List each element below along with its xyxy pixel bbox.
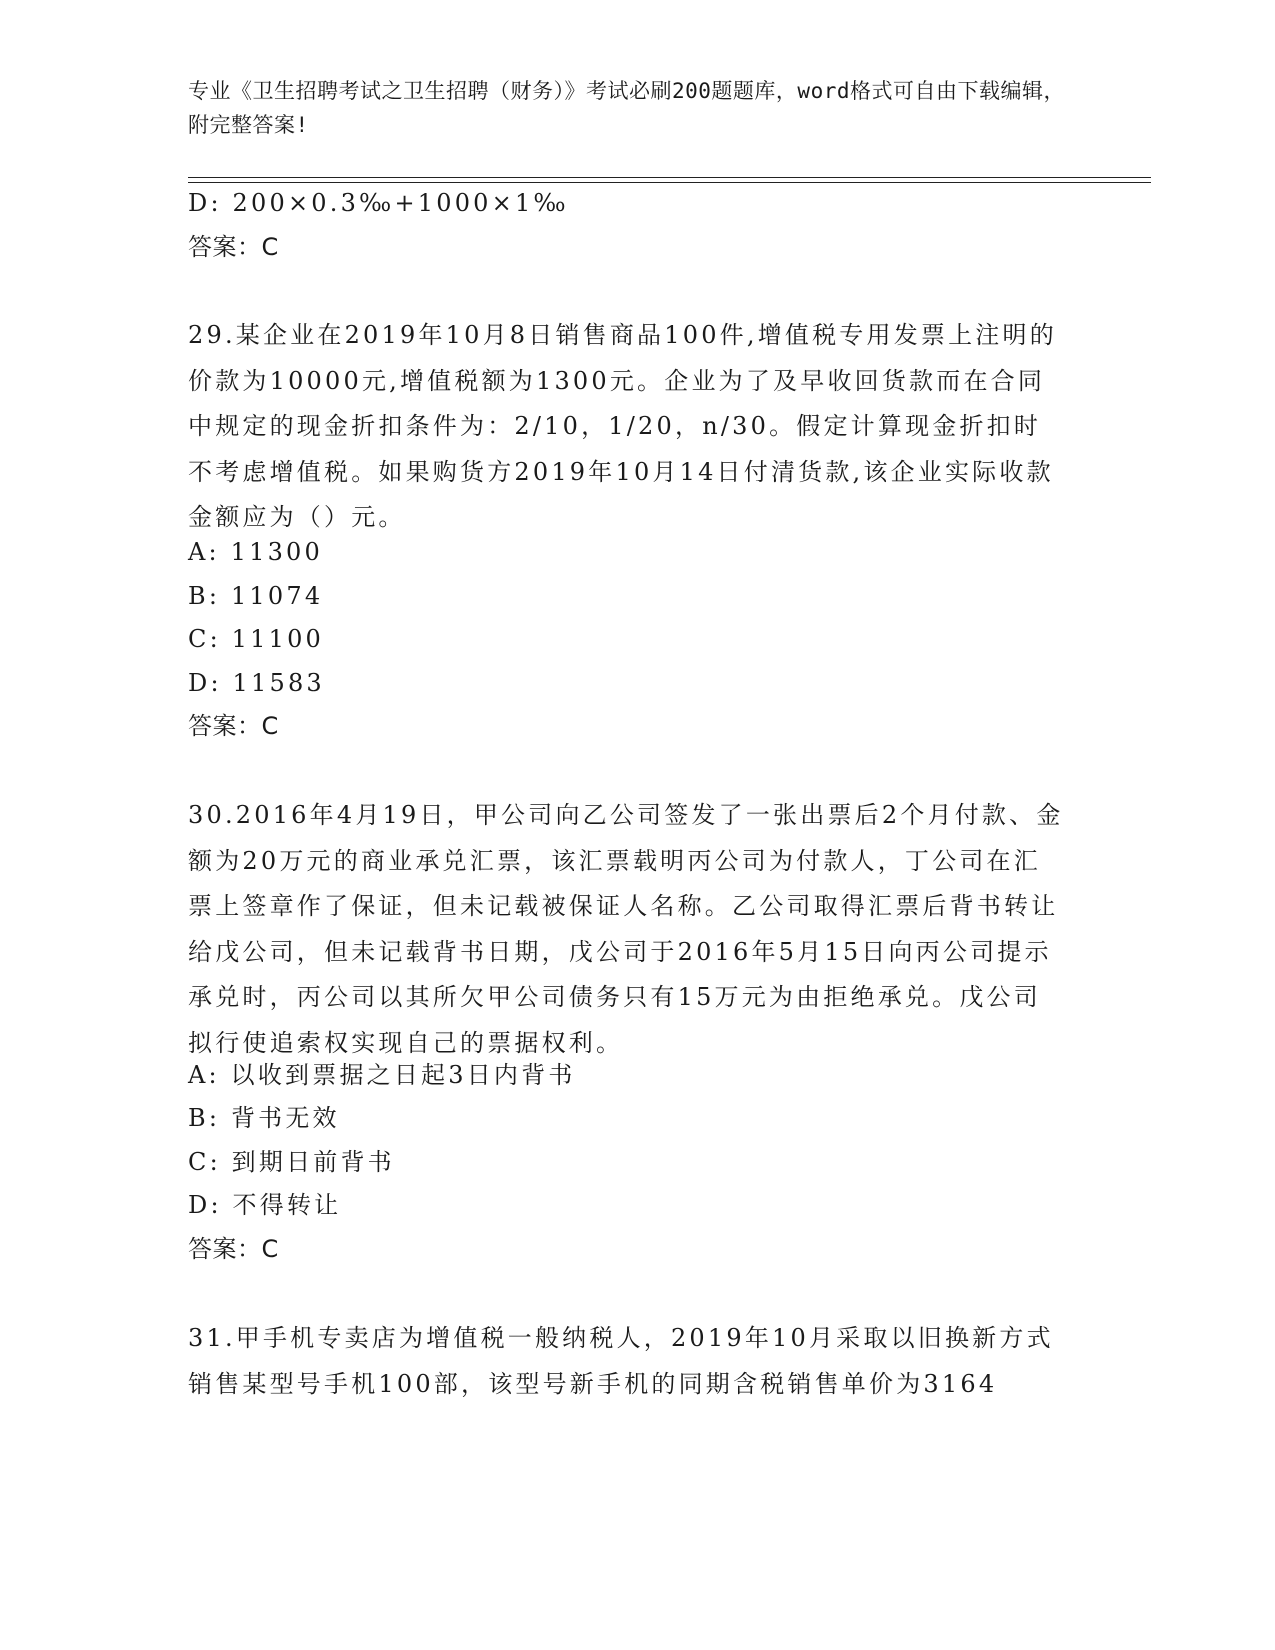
q29-option-b: B: 11074 xyxy=(188,582,324,610)
q29-option-d: D: 11583 xyxy=(188,669,325,697)
q30-option-c: C: 到期日前背书 xyxy=(188,1148,395,1176)
q30-option-d: D: 不得转让 xyxy=(188,1191,342,1219)
header-rule-top xyxy=(188,177,1151,178)
prev-answer: 答案：C xyxy=(188,233,279,261)
q30-option-b: B: 背书无效 xyxy=(188,1104,340,1132)
q29-answer: 答案：C xyxy=(188,712,279,740)
q30-option-a: A: 以收到票据之日起3日内背书 xyxy=(188,1061,576,1089)
q29-option-c: C: 11100 xyxy=(188,625,325,653)
prev-option-d: D: 200×0.3‰+1000×1‰ xyxy=(188,189,569,217)
q31-stem: 31.甲手机专卖店为增值税一般纳税人，2019年10月采取以旧换新方式销售某型号手机100部，该型号新手机的同期含税销售单价为3164 xyxy=(188,1324,1054,1398)
q30-stem: 30.2016年4月19日，甲公司向乙公司签发了一张出票后2个月付款、金额为20万元的商业承兑汇票，该汇票载明丙公司为付款人，丁公司在汇票上签章作了保证，但未记载被保证人名称。乙公司取得汇票后背书转让给戊公司，但未记载背书日期，戊公司于2016年5月15日向丙公司提示承兑时，丙公司以其所欠甲公司债务只有15万元为由拒绝承兑。戊公司拟行使追索权实现自己的票据权利。 xyxy=(188,801,1064,1057)
q30-answer: 答案：C xyxy=(188,1235,279,1263)
page-header-title: 专业《卫生招聘考试之卫生招聘（财务）》考试必刷200题题库，word格式可自由下载编辑，附完整答案! xyxy=(188,79,1065,137)
header-rule-bottom xyxy=(188,182,1151,183)
q29-option-a: A: 11300 xyxy=(188,538,323,566)
q29-stem: 29.某企业在2019年10月8日销售商品100件,增值税专用发票上注明的价款为10000元,增值税额为1300元。企业为了及早收回货款而在合同中规定的现金折扣条件为：2/10，1/20，n/30。假定计算现金折扣时不考虑增值税。如果购货方2019年10月14日付清货款,该企业实际收款金额应为（）元。 xyxy=(188,321,1057,531)
